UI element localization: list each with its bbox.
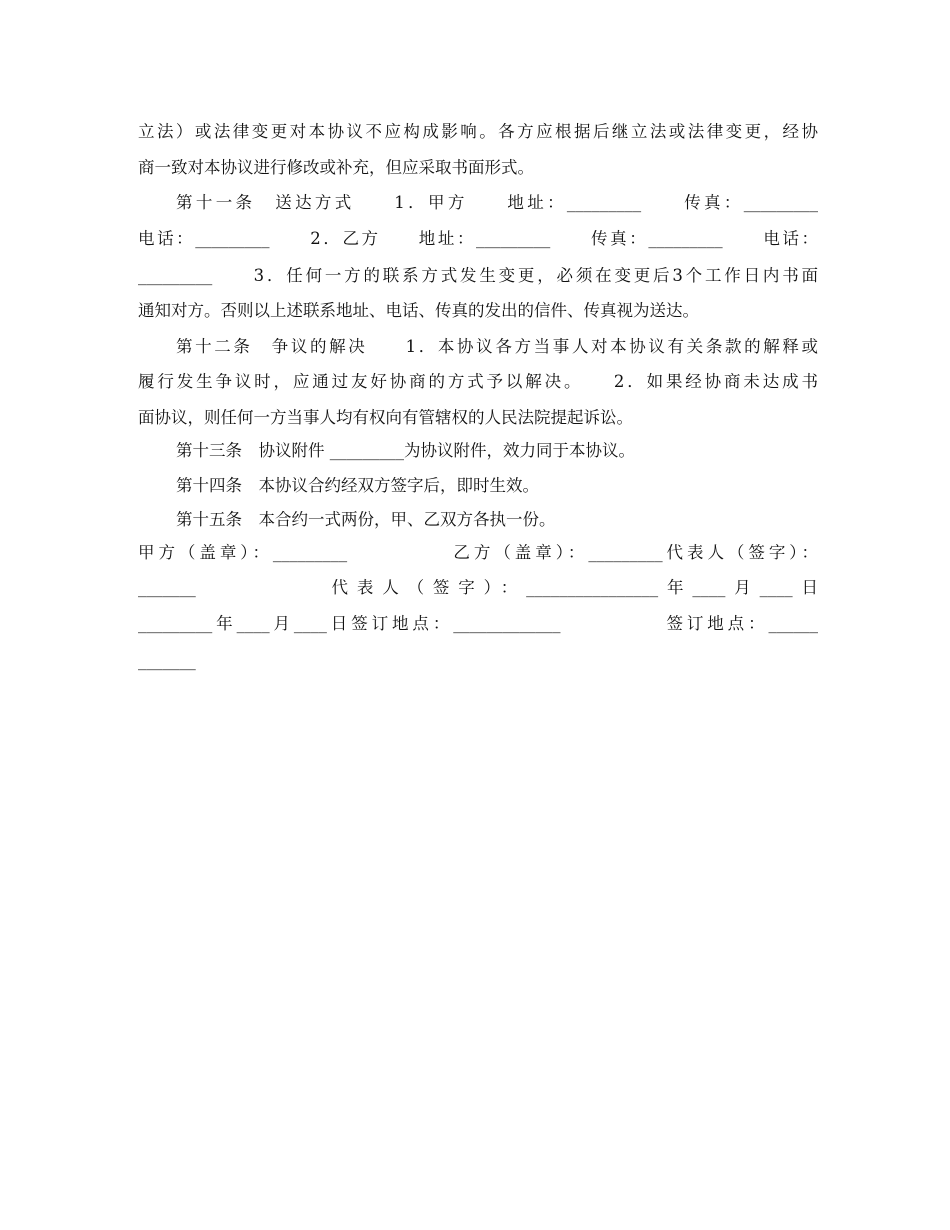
clause-14-line: 第十四条 本协议合约经双方签字后，即时生效。 xyxy=(176,476,539,495)
clause-15-line: 第十五条 本合约一式两份，甲、乙双方各执一份。 xyxy=(176,510,556,529)
clause-12-line: 第十二条 争议的解决 1．本协议各方当事人对本协议有关条款的解释或 xyxy=(176,337,818,356)
signature-line: _______ xyxy=(138,651,196,670)
signature-line: 甲方（盖章）：_________ 乙方（盖章）：_________代表人（签字）： xyxy=(138,543,818,562)
clause-11-line: 电话：_________ 2．乙方 地址：_________ 传真：_________ 电话： xyxy=(138,229,818,248)
paragraph-line: 商一致对本协议进行修改或补充，但应采取书面形式。 xyxy=(138,158,534,177)
clause-12-line: 履行发生争议时，应通过友好协商的方式予以解决。 2．如果经协商未达成书 xyxy=(138,372,818,391)
clause-11-line: 通知对方。否则以上述联系地址、电话、传真的发出的信件、传真视为送达。 xyxy=(138,301,699,320)
paragraph-line: 立法）或法律变更对本协议不应构成影响。各方应根据后继立法或法律变更，经协 xyxy=(138,122,818,141)
clause-12-line: 面协议，则任何一方当事人均有权向有管辖权的人民法院提起诉讼。 xyxy=(138,408,633,427)
clause-11-line: 第十一条 送达方式 1．甲方 地址：_________ 传真：_________ xyxy=(176,193,818,212)
signature-line: _________年____月____日签订地点：_____________ 签订地点：______ xyxy=(138,614,818,633)
clause-13-line: 第十三条 协议附件 _________为协议附件，效力同于本协议。 xyxy=(176,441,635,460)
signature-line: _______ 代表人（签字）：________________年____月____日 xyxy=(138,578,818,597)
clause-11-line: _________ 3．任何一方的联系方式发生变更，必须在变更后3个工作日内书面 xyxy=(138,266,818,285)
